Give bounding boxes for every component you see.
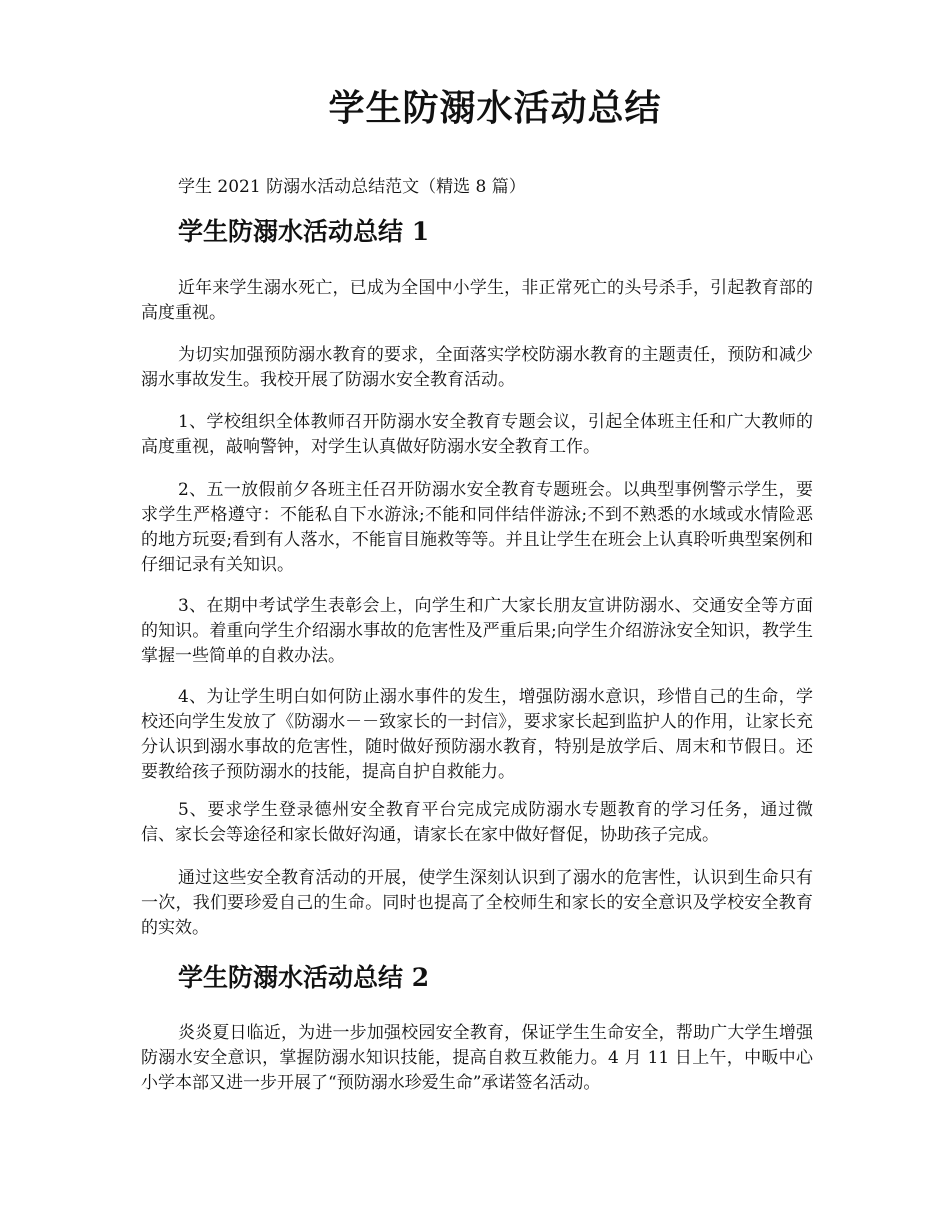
paragraph: 2、五一放假前夕各班主任召开防溺水安全教育专题班会。以典型事例警示学生，要求学生严格遵守：不能私自下水游泳;不能和同伴结伴游泳;不到不熟悉的水域或水情险恶的地方玩耍;看到有人落水，不能盲目施救等等。并且让学生在班会上认真聆听典型案例和仔细记录有关知识。 (141, 480, 813, 575)
paragraph: 通过这些安全教育活动的开展，使学生深刻认识到了溺水的危害性，认识到生命只有一次，我们要珍爱自己的生命。同时也提高了全校师生和家长的安全意识及学校安全教育的实效。 (141, 868, 813, 938)
document-subtitle: 学生 2021 防溺水活动总结范文（精选 8 篇） (178, 177, 526, 197)
paragraph: 3、在期中考试学生表彰会上，向学生和广大家长朋友宣讲防溺水、交通安全等方面的知识。着重向学生介绍溺水事故的危害性及严重后果;向学生介绍游泳安全知识，教学生掌握一些简单的自救办法。 (141, 596, 813, 666)
paragraph: 5、要求学生登录德州安全教育平台完成完成防溺水专题教育的学习任务，通过微信、家长会等途径和家长做好沟通，请家长在家中做好督促，协助孩子完成。 (141, 800, 813, 845)
document-title: 学生防溺水活动总结 (328, 87, 662, 129)
section-heading-2: 学生防溺水活动总结 2 (178, 963, 430, 992)
paragraph: 近年来学生溺水死亡，已成为全国中小学生，非正常死亡的头号杀手，引起教育部的高度重视。 (141, 278, 813, 323)
paragraph: 炎炎夏日临近，为进一步加强校园安全教育，保证学生生命安全，帮助广大学生增强防溺水安全意识，掌握防溺水知识技能，提高自救互救能力。4 月 11 日上午，中畈中心小学本部又进一步开展了“预防溺水珍爱生命”承诺签名活动。 (141, 1023, 813, 1093)
paragraph: 为切实加强预防溺水教育的要求，全面落实学校防溺水教育的主题责任，预防和减少溺水事故发生。我校开展了防溺水安全教育活动。 (141, 345, 813, 390)
paragraph: 1、学校组织全体教师召开防溺水安全教育专题会议，引起全体班主任和广大教师的高度重视，敲响警钟，对学生认真做好防溺水安全教育工作。 (141, 412, 813, 457)
section-heading-1: 学生防溺水活动总结 1 (178, 217, 430, 246)
paragraph: 4、为让学生明白如何防止溺水事件的发生，增强防溺水意识，珍惜自己的生命，学校还向学生发放了《防溺水－－致家长的一封信》，要求家长起到监护人的作用，让家长充分认识到溺水事故的危害性，随时做好预防溺水教育，特别是放学后、周末和节假日。还要教给孩子预防溺水的技能，提高自护自救能力。 (141, 687, 813, 782)
